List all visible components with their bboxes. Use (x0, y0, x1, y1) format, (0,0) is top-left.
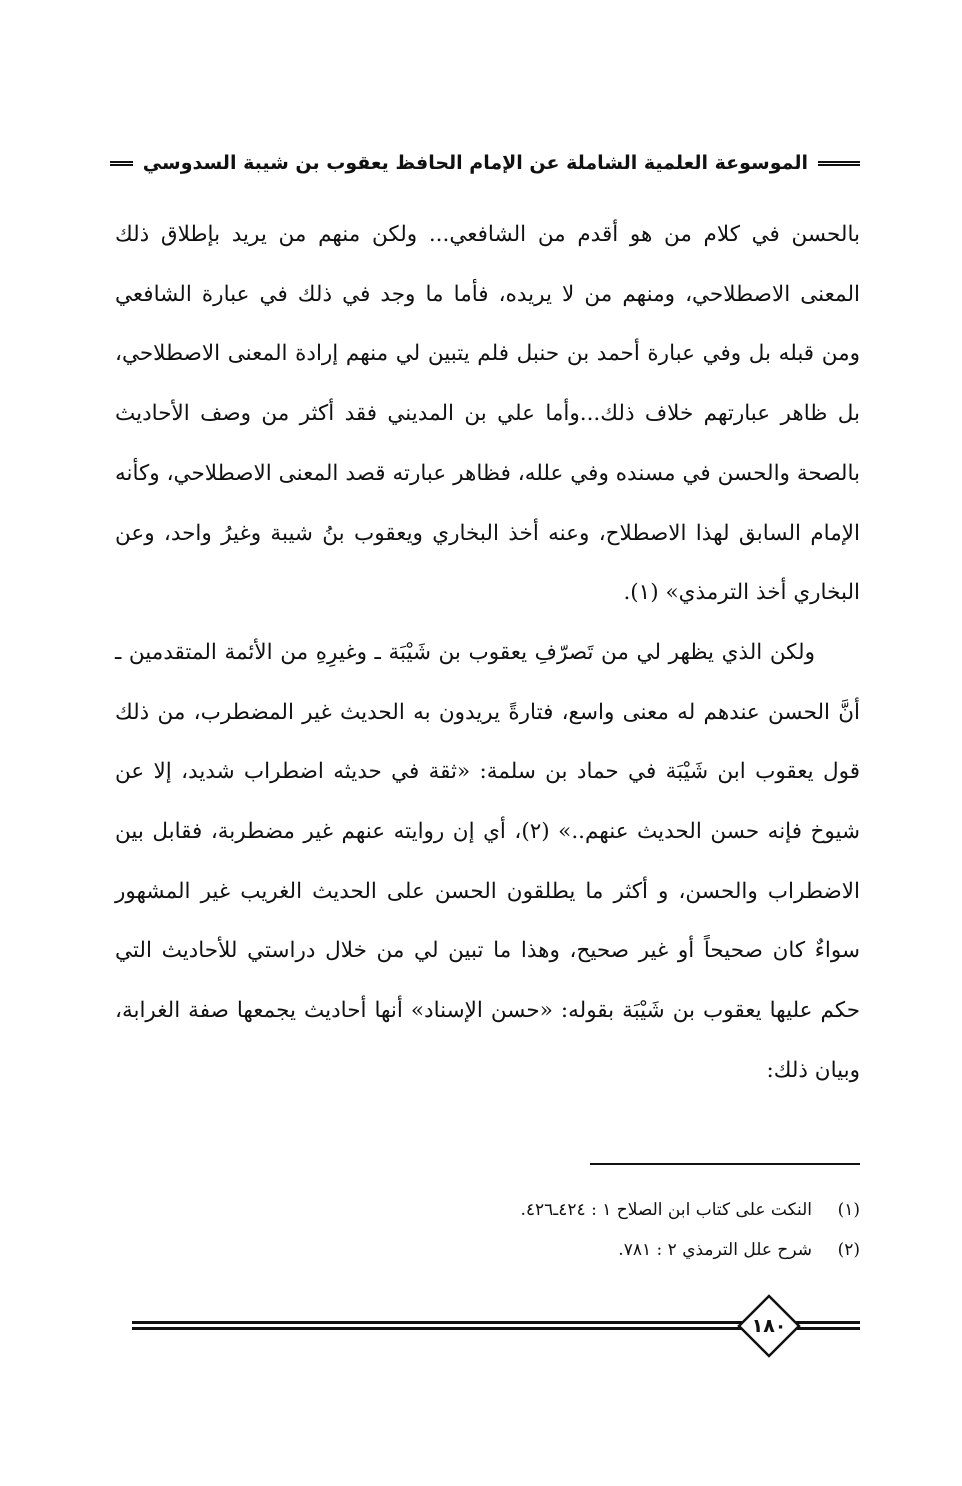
footnote-text: النكت على كتاب ابن الصلاح ١ : ٤٢٤ـ٤٢٦. (520, 1200, 812, 1220)
header-rule-left (110, 161, 133, 166)
paragraph-1: بالحسن في كلام من هو أقدم من الشافعي... ولكن منهم من يريد بإطلاق ذلك المعنى الاصطلاحي، ومنهم من لا يريده، فأما ما وجد في ذلك في عبارة الشافعي ومن قبله بل وفي عبارة أحمد بن حنبل فلم يتبين لي منهم إرادة المعنى الاصطلاحي، بل ظاهر عبارتهم خلاف ذلك...وأما علي بن المديني فقد أكثر من وصف الأحاديث بالصحة والحسن في مسنده وفي علله، فظاهر عبارته قصد المعنى الاصطلاحي، وكأنه الإمام السابق لهذا الاصطلاح، وعنه أخذ البخاري ويعقوب بنُ شيبة وغيرُ واحد، وعن البخاري أخذ الترمذي» (١). (115, 222, 860, 606)
footnote-2 (300, 1230, 860, 1270)
page-number-badge (737, 1294, 801, 1358)
main-text (115, 205, 860, 1101)
footnote-text: شرح علل الترمذي ٢ : ٧٨١. (618, 1240, 812, 1260)
paragraph-2: ولكن الذي يظهر لي من تَصرّفِ يعقوب بن شَيْبَة ـ وغيرِهِ من الأئمة المتقدمين ـ أنَّ الحسن عندهم له معنى واسع، فتارةً يريدون به الحديث غير المضطرب، من ذلك قول يعقوب ابن شَيْبَة في حماد بن سلمة: «ثقة في حديثه اضطراب شديد، إلا عن شيوخ فإنه حسن الحديث عنهم..» (٢)، أي إن روايته عنهم غير مضطربة، فقابل بين الاضطراب والحسن، و أكثر ما يطلقون الحسن على الحديث الغريب غير المشهور سواءٌ كان صحيحاً أو غير صحيح، وهذا ما تبين لي من خلال دراستي للأحاديث التي حكم عليها يعقوب بن شَيْبَة بقوله: «حسن الإسناد» أنها أحاديث يجمعها صفة الغرابة، وبيان ذلك: (115, 639, 860, 1083)
footnote-separator (590, 1163, 860, 1165)
footnote-1 (300, 1190, 860, 1230)
running-header (110, 146, 860, 180)
footnote-number: (٢) (837, 1240, 860, 1260)
footnote-number: (١) (837, 1200, 860, 1220)
header-title: الموسوعة العلمية الشاملة عن الإمام الحافظ يعقوب بن شيبة السدوسي (142, 152, 808, 174)
footnotes (300, 1190, 860, 1270)
header-rule-right (818, 161, 860, 166)
page-number: ١٨٠ (751, 1315, 787, 1337)
